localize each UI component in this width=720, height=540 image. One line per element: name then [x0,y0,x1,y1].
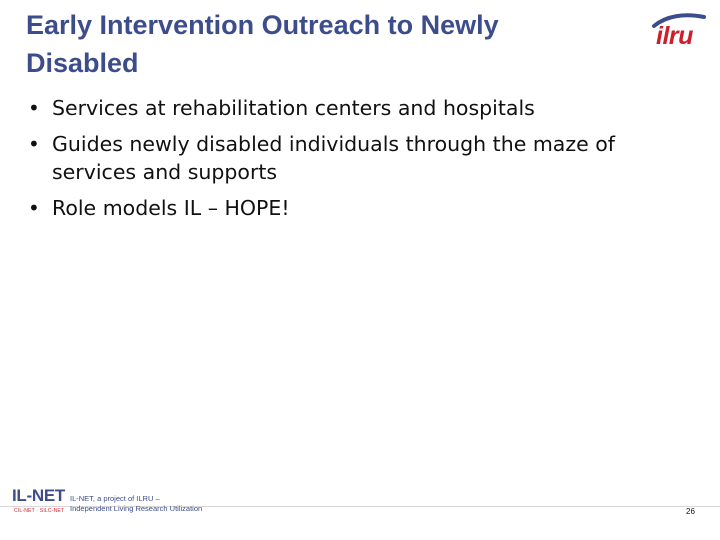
bullet-item-3 [28,194,698,222]
bullet-text: Services at rehabilitation centers and hospitals [52,96,535,120]
footer-credit-line-1: IL-NET, a project of ILRU – [70,494,160,503]
bullet-text: Role models IL – HOPE! [52,196,290,220]
slide-title-line-2: Disabled [26,48,139,78]
page-number: 26 [686,507,695,516]
bullet-dot: • [28,96,40,120]
il-net-logo-text: IL-NET [12,486,65,505]
footer-credit [70,494,202,514]
il-net-logo [12,487,72,517]
bullet-item-2 [28,130,698,186]
slide-title [26,6,616,82]
bullet-dot: • [28,132,40,156]
slide-title-line-1: Early Intervention Outreach to Newly [26,10,499,40]
bullet-dot: • [28,196,40,220]
ilru-logo-text: ilru [656,22,693,50]
bullet-text: Guides newly disabled individuals through the maze of services and supports [52,132,615,184]
footer-credit-line-2: Independent Living Research Utilization [70,504,203,513]
il-net-logo-subtext: CIL-NET · SILC-NET [14,508,65,514]
bullet-list [28,94,698,230]
bullet-item-1 [28,94,698,122]
ilru-logo [626,10,708,50]
